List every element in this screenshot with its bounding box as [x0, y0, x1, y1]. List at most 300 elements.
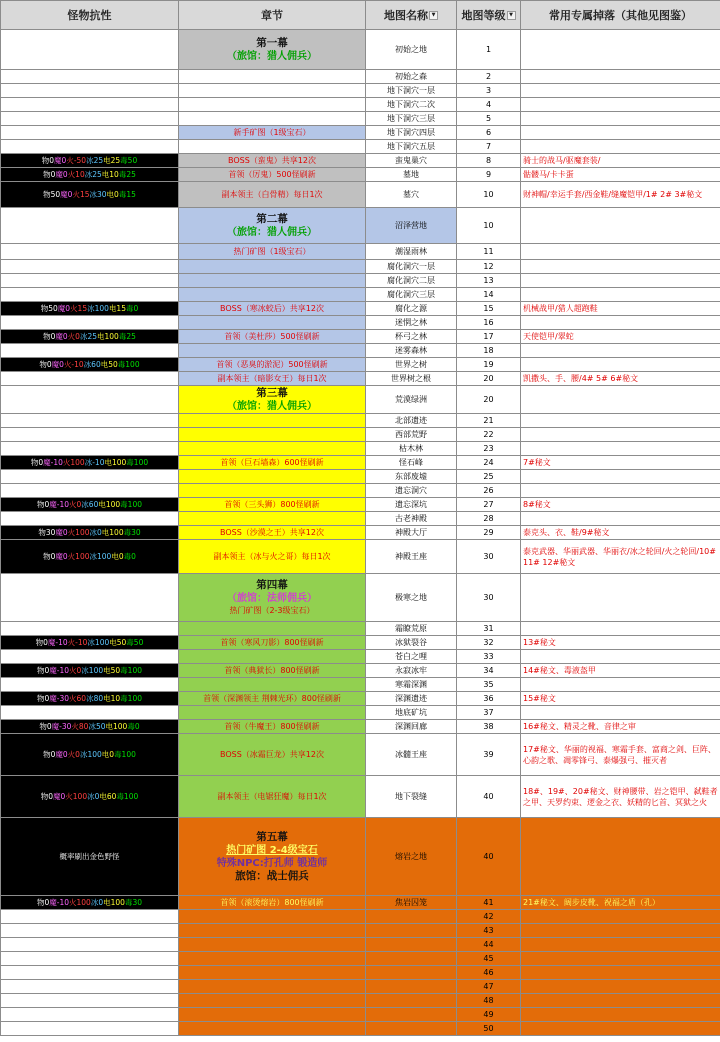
map-level-cell[interactable]: 24 — [457, 456, 521, 470]
map-level-cell[interactable]: 20 — [457, 372, 521, 386]
drops-cell[interactable] — [521, 70, 720, 84]
map-name-cell[interactable]: 迷雾森林 — [366, 344, 457, 358]
map-level-cell[interactable]: 30 — [457, 574, 521, 622]
resistance-cell[interactable] — [1, 650, 179, 664]
resistance-cell[interactable] — [1, 664, 179, 678]
map-level-cell[interactable]: 10 — [457, 208, 521, 244]
map-level-cell[interactable]: 7 — [457, 140, 521, 154]
drops-cell[interactable] — [521, 574, 720, 622]
drops-cell[interactable] — [521, 818, 720, 896]
resistance-value: 冰25 — [79, 332, 97, 341]
resistance-value: 电0 — [101, 750, 115, 759]
map-name-cell[interactable]: 杯弓之林 — [366, 330, 457, 344]
resistance-cell[interactable] — [1, 344, 179, 358]
chapter-cell[interactable] — [179, 994, 366, 1008]
map-name-cell[interactable]: 墓地 — [366, 168, 457, 182]
drops-cell[interactable]: 骑士的战马/驱魔套装/ — [521, 154, 720, 168]
map-level-cell[interactable]: 2 — [457, 70, 521, 84]
chapter-cell[interactable] — [179, 1008, 366, 1022]
chapter-cell[interactable] — [179, 938, 366, 952]
drops-cell[interactable] — [521, 316, 720, 330]
map-name-cell[interactable]: 地下裂缝 — [366, 776, 457, 818]
map-name-cell[interactable]: 迷惘之林 — [366, 316, 457, 330]
resistance-cell[interactable] — [1, 678, 179, 692]
resistance-cell[interactable] — [1, 622, 179, 636]
table-row — [1, 84, 720, 98]
resistance-cell[interactable] — [1, 372, 179, 386]
header-chapter[interactable]: 章节 — [179, 1, 366, 30]
map-level-cell[interactable]: 26 — [457, 484, 521, 498]
map-name-cell[interactable]: 东部废墟 — [366, 470, 457, 484]
resistance-cell[interactable] — [1, 776, 179, 818]
map-level-cell[interactable]: 46 — [457, 966, 521, 980]
map-name-cell[interactable]: 苍白之哩 — [366, 650, 457, 664]
resistance-cell[interactable] — [1, 414, 179, 428]
resistance-cell[interactable] — [1, 1022, 179, 1036]
map-level-cell[interactable]: 6 — [457, 126, 521, 140]
resistance-cell[interactable] — [1, 938, 179, 952]
map-level-cell[interactable]: 22 — [457, 428, 521, 442]
resistance-cell[interactable] — [1, 692, 179, 706]
chapter-cell[interactable] — [179, 540, 366, 574]
drops-cell[interactable]: 14#秘文、毒液盔甲 — [521, 664, 720, 678]
chapter-cell[interactable] — [179, 126, 366, 140]
resistance-cell[interactable] — [1, 330, 179, 344]
resistance-cell[interactable] — [1, 484, 179, 498]
drops-cell[interactable] — [521, 980, 720, 994]
chapter-cell[interactable] — [179, 302, 366, 316]
map-level-cell[interactable]: 18 — [457, 344, 521, 358]
chapter-cell[interactable] — [179, 372, 366, 386]
chapter-cell[interactable] — [179, 692, 366, 706]
map-level-cell[interactable]: 44 — [457, 938, 521, 952]
map-level-cell[interactable]: 16 — [457, 316, 521, 330]
header-resistance[interactable]: 怪物抗性 — [1, 1, 179, 30]
resistance-cell[interactable] — [1, 302, 179, 316]
drops-cell[interactable] — [521, 910, 720, 924]
resistance-value: 物0 — [36, 666, 50, 675]
drops-cell[interactable]: 15#秘文 — [521, 692, 720, 706]
map-level-cell[interactable]: 8 — [457, 154, 521, 168]
chapter-cell[interactable] — [179, 636, 366, 650]
map-name-cell[interactable]: 寒霜深渊 — [366, 678, 457, 692]
map-level-cell[interactable]: 43 — [457, 924, 521, 938]
map-name-cell[interactable]: 永寂冰牢 — [366, 664, 457, 678]
resistance-value: 火100 — [67, 552, 90, 561]
map-name-cell[interactable]: 深渊回廊 — [366, 720, 457, 734]
chapter-cell[interactable] — [179, 288, 366, 302]
chapter-cell[interactable] — [179, 896, 366, 910]
map-level-cell[interactable]: 19 — [457, 358, 521, 372]
drops-cell[interactable]: 18#、19#、20#秘文、财神腰带、岩之铠甲、弑鞋者之甲、天罗约束、逻金之衣、妖精的匕首、冥狱之火 — [521, 776, 720, 818]
drops-cell[interactable] — [521, 288, 720, 302]
map-level-cell[interactable]: 40 — [457, 818, 521, 896]
map-level-cell[interactable]: 45 — [457, 952, 521, 966]
chapter-cell[interactable] — [179, 140, 366, 154]
map-name-cell[interactable]: 古老神殿 — [366, 512, 457, 526]
drops-cell[interactable] — [521, 470, 720, 484]
drops-cell[interactable] — [521, 208, 720, 244]
chapter-cell[interactable] — [179, 980, 366, 994]
map-name-cell[interactable]: 地下洞穴四层 — [366, 126, 457, 140]
resistance-value: 魔0 — [55, 170, 68, 179]
map-name-cell[interactable] — [366, 952, 457, 966]
table-row — [1, 154, 720, 168]
drops-cell[interactable] — [521, 244, 720, 260]
drops-cell[interactable] — [521, 924, 720, 938]
map-name-cell[interactable]: 神殿王座 — [366, 540, 457, 574]
map-level-cell[interactable]: 11 — [457, 244, 521, 260]
drops-cell[interactable]: 8#秘文 — [521, 498, 720, 512]
drops-cell[interactable] — [521, 140, 720, 154]
chapter-cell[interactable] — [179, 358, 366, 372]
table-row — [1, 302, 720, 316]
drops-cell[interactable] — [521, 386, 720, 414]
map-level-cell[interactable]: 39 — [457, 734, 521, 776]
map-name-cell[interactable]: 地下洞穴二次 — [366, 98, 457, 112]
drops-cell[interactable] — [521, 952, 720, 966]
chapter-cell[interactable] — [179, 244, 366, 260]
chapter-cell[interactable] — [179, 924, 366, 938]
drops-cell[interactable] — [521, 1022, 720, 1036]
resistance-cell[interactable] — [1, 734, 179, 776]
resistance-cell[interactable] — [1, 636, 179, 650]
map-name-cell[interactable]: 地下洞穴一层 — [366, 84, 457, 98]
map-level-cell[interactable]: 33 — [457, 650, 521, 664]
resistance-cell[interactable] — [1, 182, 179, 208]
map-name-cell[interactable]: 霜瞭荒原 — [366, 622, 457, 636]
chapter-cell[interactable] — [179, 526, 366, 540]
map-name-cell[interactable]: 遗忘深坑 — [366, 498, 457, 512]
map-name-cell[interactable]: 腐化之源 — [366, 302, 457, 316]
chapter-cell[interactable] — [179, 414, 366, 428]
map-level-cell[interactable]: 21 — [457, 414, 521, 428]
drops-cell[interactable] — [521, 428, 720, 442]
map-name-cell[interactable] — [366, 1008, 457, 1022]
chapter-cell[interactable] — [179, 456, 366, 470]
resistance-cell[interactable] — [1, 140, 179, 154]
resistance-cell[interactable] — [1, 966, 179, 980]
resistance-cell[interactable] — [1, 428, 179, 442]
map-name-cell[interactable]: 极寒之地 — [366, 574, 457, 622]
drops-cell[interactable] — [521, 678, 720, 692]
chapter-cell[interactable] — [179, 208, 366, 244]
resistance-value: 物0 — [41, 156, 55, 165]
drops-cell[interactable] — [521, 966, 720, 980]
drops-cell[interactable]: 泰克头、衣、鞋/9#秘文 — [521, 526, 720, 540]
map-name-cell[interactable]: 腐化洞穴一层 — [366, 260, 457, 274]
act-inn: （旅馆：法师佣兵） — [227, 593, 317, 604]
resistance-cell[interactable] — [1, 952, 179, 966]
chapter-cell[interactable] — [179, 386, 366, 414]
chapter-cell[interactable] — [179, 182, 366, 208]
resistance-cell[interactable] — [1, 84, 179, 98]
chapter-cell[interactable] — [179, 498, 366, 512]
table-row — [1, 316, 720, 330]
resistance-cell[interactable] — [1, 244, 179, 260]
resistance-cell[interactable] — [1, 30, 179, 70]
chapter-cell[interactable] — [179, 274, 366, 288]
map-name-cell[interactable] — [366, 966, 457, 980]
drops-cell[interactable]: 凯撒头、手、腰/4# 5# 6#秘文 — [521, 372, 720, 386]
chapter-cell[interactable] — [179, 706, 366, 720]
drops-cell[interactable] — [521, 344, 720, 358]
header-map-level-label: 地图等级 — [461, 8, 506, 22]
map-name-cell[interactable] — [366, 994, 457, 1008]
resistance-cell[interactable] — [1, 208, 179, 244]
map-level-cell[interactable]: 23 — [457, 442, 521, 456]
map-name-cell[interactable] — [366, 910, 457, 924]
map-name-cell[interactable] — [366, 980, 457, 994]
map-level-cell[interactable]: 35 — [457, 678, 521, 692]
map-name-cell[interactable]: 世界树之根 — [366, 372, 457, 386]
map-level-cell[interactable]: 37 — [457, 706, 521, 720]
map-name-cell[interactable]: 怪石峰 — [366, 456, 457, 470]
map-level-cell[interactable]: 27 — [457, 498, 521, 512]
resistance-cell[interactable] — [1, 456, 179, 470]
resistance-cell[interactable] — [1, 168, 179, 182]
map-level-cell[interactable]: 4 — [457, 98, 521, 112]
map-level-cell[interactable]: 48 — [457, 994, 521, 1008]
resistance-cell[interactable] — [1, 720, 179, 734]
chapter-cell[interactable] — [179, 428, 366, 442]
map-level-cell[interactable]: 40 — [457, 776, 521, 818]
chapter-cell[interactable] — [179, 344, 366, 358]
map-name-cell[interactable] — [366, 1022, 457, 1036]
resistance-cell[interactable] — [1, 1008, 179, 1022]
header-row — [1, 1, 720, 30]
resistance-cell[interactable] — [1, 470, 179, 484]
map-name-cell[interactable]: 地下洞穴三层 — [366, 112, 457, 126]
map-name-cell[interactable]: 腐化洞穴二层 — [366, 274, 457, 288]
drops-cell[interactable]: 机械战甲/猎人超跑鞋 — [521, 302, 720, 316]
map-level-cell[interactable]: 17 — [457, 330, 521, 344]
resistance-cell[interactable] — [1, 358, 179, 372]
resistance-value: 冰100 — [81, 666, 104, 675]
chapter-cell[interactable] — [179, 70, 366, 84]
map-name-cell[interactable]: 世界之树 — [366, 358, 457, 372]
map-name-cell[interactable]: 西部荒野 — [366, 428, 457, 442]
map-name-cell[interactable]: 墓穴 — [366, 182, 457, 208]
resistance-cell[interactable] — [1, 512, 179, 526]
map-level-cell[interactable]: 1 — [457, 30, 521, 70]
chapter-cell[interactable] — [179, 966, 366, 980]
map-level-cell[interactable]: 10 — [457, 182, 521, 208]
resistance-cell[interactable] — [1, 386, 179, 414]
map-level-cell[interactable]: 49 — [457, 1008, 521, 1022]
chapter-cell[interactable] — [179, 952, 366, 966]
resistance-cell[interactable] — [1, 274, 179, 288]
drops-cell[interactable] — [521, 706, 720, 720]
resistance-cell[interactable] — [1, 112, 179, 126]
chapter-cell[interactable] — [179, 470, 366, 484]
map-name-cell[interactable]: 冰髓王座 — [366, 734, 457, 776]
map-name-cell[interactable] — [366, 924, 457, 938]
map-name-cell[interactable]: 沼泽营地 — [366, 208, 457, 244]
drops-cell[interactable] — [521, 260, 720, 274]
map-level-cell[interactable]: 42 — [457, 910, 521, 924]
map-level-cell[interactable]: 30 — [457, 540, 521, 574]
resistance-cell[interactable] — [1, 126, 179, 140]
map-level-cell[interactable]: 50 — [457, 1022, 521, 1036]
table-row — [1, 112, 720, 126]
map-name-cell[interactable]: 遗忘洞穴 — [366, 484, 457, 498]
chapter-cell[interactable] — [179, 734, 366, 776]
resistance-cell[interactable] — [1, 442, 179, 456]
map-level-cell[interactable]: 31 — [457, 622, 521, 636]
filter-dropdown-icon[interactable]: ▼ — [507, 11, 516, 20]
chapter-cell[interactable] — [179, 316, 366, 330]
map-name-cell[interactable]: 焦岩囚笼 — [366, 896, 457, 910]
map-level-cell[interactable]: 47 — [457, 980, 521, 994]
drops-cell[interactable] — [521, 358, 720, 372]
map-name-cell[interactable]: 神殿大厅 — [366, 526, 457, 540]
map-level-cell[interactable]: 13 — [457, 274, 521, 288]
chapter-cell[interactable] — [179, 484, 366, 498]
map-name-cell[interactable]: 腐化洞穴三层 — [366, 288, 457, 302]
resistance-value: 冰60 — [83, 360, 101, 369]
chapter-cell[interactable] — [179, 84, 366, 98]
map-level-cell[interactable]: 15 — [457, 302, 521, 316]
drops-cell[interactable]: 天使铠甲/翠蛇 — [521, 330, 720, 344]
map-name-cell[interactable]: 枯木林 — [366, 442, 457, 456]
header-map-name[interactable] — [366, 1, 457, 30]
map-level-cell[interactable]: 12 — [457, 260, 521, 274]
chapter-note: BOSS（冰霜巨龙）共享12次 — [220, 750, 324, 759]
resistance-cell[interactable] — [1, 818, 179, 896]
chapter-cell[interactable] — [179, 168, 366, 182]
map-name-cell[interactable] — [366, 938, 457, 952]
drops-cell[interactable] — [521, 994, 720, 1008]
drops-cell[interactable] — [521, 414, 720, 428]
map-level-cell[interactable]: 20 — [457, 386, 521, 414]
map-name-cell[interactable]: 荒漠绿洲 — [366, 386, 457, 414]
filter-dropdown-icon[interactable]: ▼ — [429, 11, 438, 20]
chapter-cell[interactable] — [179, 622, 366, 636]
resistance-value: 物0 — [36, 500, 50, 509]
drops-cell[interactable]: 泰克武器、华丽武器、华丽衣/冰之轮回/火之轮回/10# 11# 12#秘文 — [521, 540, 720, 574]
chapter-cell[interactable] — [179, 664, 366, 678]
table-row — [1, 288, 720, 302]
resistance-cell[interactable] — [1, 526, 179, 540]
resistance-cell[interactable] — [1, 70, 179, 84]
chapter-cell[interactable] — [179, 1022, 366, 1036]
resistance-value: 毒15 — [118, 190, 136, 199]
chapter-cell[interactable] — [179, 154, 366, 168]
drops-cell[interactable]: 骷髅马/卡卡蛋 — [521, 168, 720, 182]
drops-cell[interactable] — [521, 1008, 720, 1022]
drops-cell[interactable]: 13#秘文 — [521, 636, 720, 650]
map-name-cell[interactable]: 北部遗迹 — [366, 414, 457, 428]
resistance-cell[interactable] — [1, 896, 179, 910]
drops-cell[interactable] — [521, 126, 720, 140]
resistance-cell[interactable] — [1, 540, 179, 574]
map-name-cell[interactable]: 熔岩之地 — [366, 818, 457, 896]
map-level-cell[interactable]: 28 — [457, 512, 521, 526]
drops-cell[interactable] — [521, 84, 720, 98]
chapter-cell[interactable] — [179, 260, 366, 274]
map-level-cell[interactable]: 25 — [457, 470, 521, 484]
resistance-cell[interactable] — [1, 574, 179, 622]
resistance-cell[interactable] — [1, 994, 179, 1008]
drops-cell[interactable]: 17#秘文、华丽的视福、寒霜手套、富商之剑、巨阵、心韵之歌、凋零锋弓、泰爆强弓、摧灭者 — [521, 734, 720, 776]
map-level-cell[interactable]: 29 — [457, 526, 521, 540]
drops-cell[interactable] — [521, 98, 720, 112]
chapter-cell[interactable] — [179, 678, 366, 692]
map-level-cell[interactable]: 5 — [457, 112, 521, 126]
table-row — [1, 140, 720, 154]
chapter-cell[interactable] — [179, 512, 366, 526]
drops-cell[interactable] — [521, 650, 720, 664]
chapter-cell[interactable] — [179, 650, 366, 664]
map-name-cell[interactable]: 深渊遗迹 — [366, 692, 457, 706]
chapter-cell[interactable] — [179, 574, 366, 622]
drops-cell[interactable] — [521, 622, 720, 636]
drops-cell[interactable] — [521, 274, 720, 288]
map-level-cell[interactable]: 36 — [457, 692, 521, 706]
drops-cell[interactable] — [521, 112, 720, 126]
drops-cell[interactable]: 7#秘文 — [521, 456, 720, 470]
resistance-cell[interactable] — [1, 316, 179, 330]
table-row — [1, 776, 720, 818]
chapter-cell[interactable] — [179, 98, 366, 112]
chapter-cell[interactable] — [179, 30, 366, 70]
resistance-cell[interactable] — [1, 910, 179, 924]
chapter-cell[interactable] — [179, 818, 366, 896]
resistance-value: 概率刷出金色野怪 — [59, 852, 120, 861]
chapter-cell[interactable] — [179, 330, 366, 344]
resistance-cell[interactable] — [1, 260, 179, 274]
resistance-cell[interactable] — [1, 980, 179, 994]
drops-cell[interactable]: 21#秘文、阔步皮靴、祝福之盾（孔） — [521, 896, 720, 910]
header-drops[interactable]: 常用专属掉落（其他见图鉴） — [521, 1, 720, 30]
drops-cell[interactable] — [521, 938, 720, 952]
map-name-cell[interactable]: 地底矿坑 — [366, 706, 457, 720]
chapter-cell[interactable] — [179, 776, 366, 818]
chapter-cell[interactable] — [179, 112, 366, 126]
map-name-cell[interactable]: 初始之地 — [366, 30, 457, 70]
drops-cell[interactable]: 16#秘文、精灵之靴、音律之审 — [521, 720, 720, 734]
map-name-cell[interactable]: 初始之森 — [366, 70, 457, 84]
drops-cell[interactable]: 财神帽/幸运手套/西金鞋/缝魔铠甲/1# 2# 3#秘文 — [521, 182, 720, 208]
resistance-cell[interactable] — [1, 288, 179, 302]
map-level-cell[interactable]: 34 — [457, 664, 521, 678]
map-level-cell[interactable]: 9 — [457, 168, 521, 182]
chapter-cell[interactable] — [179, 910, 366, 924]
map-level-cell[interactable]: 3 — [457, 84, 521, 98]
map-name-cell[interactable]: 地下洞穴五层 — [366, 140, 457, 154]
drops-cell[interactable] — [521, 30, 720, 70]
drops-cell[interactable] — [521, 512, 720, 526]
resistance-cell[interactable] — [1, 154, 179, 168]
resistance-cell[interactable] — [1, 98, 179, 112]
resistance-cell[interactable] — [1, 924, 179, 938]
resistance-cell[interactable] — [1, 706, 179, 720]
resistance-cell[interactable] — [1, 498, 179, 512]
map-name-cell[interactable]: 蛮鬼巢穴 — [366, 154, 457, 168]
map-level-cell[interactable]: 32 — [457, 636, 521, 650]
map-name-cell[interactable]: 潮湿雨林 — [366, 244, 457, 260]
map-name-cell[interactable]: 冰狱裂谷 — [366, 636, 457, 650]
chapter-cell[interactable] — [179, 720, 366, 734]
drops-cell[interactable] — [521, 442, 720, 456]
map-level-cell[interactable]: 14 — [457, 288, 521, 302]
drops-cell[interactable] — [521, 484, 720, 498]
map-level-cell[interactable]: 41 — [457, 896, 521, 910]
chapter-cell[interactable] — [179, 442, 366, 456]
header-map-level[interactable] — [457, 1, 521, 30]
map-level-cell[interactable]: 38 — [457, 720, 521, 734]
